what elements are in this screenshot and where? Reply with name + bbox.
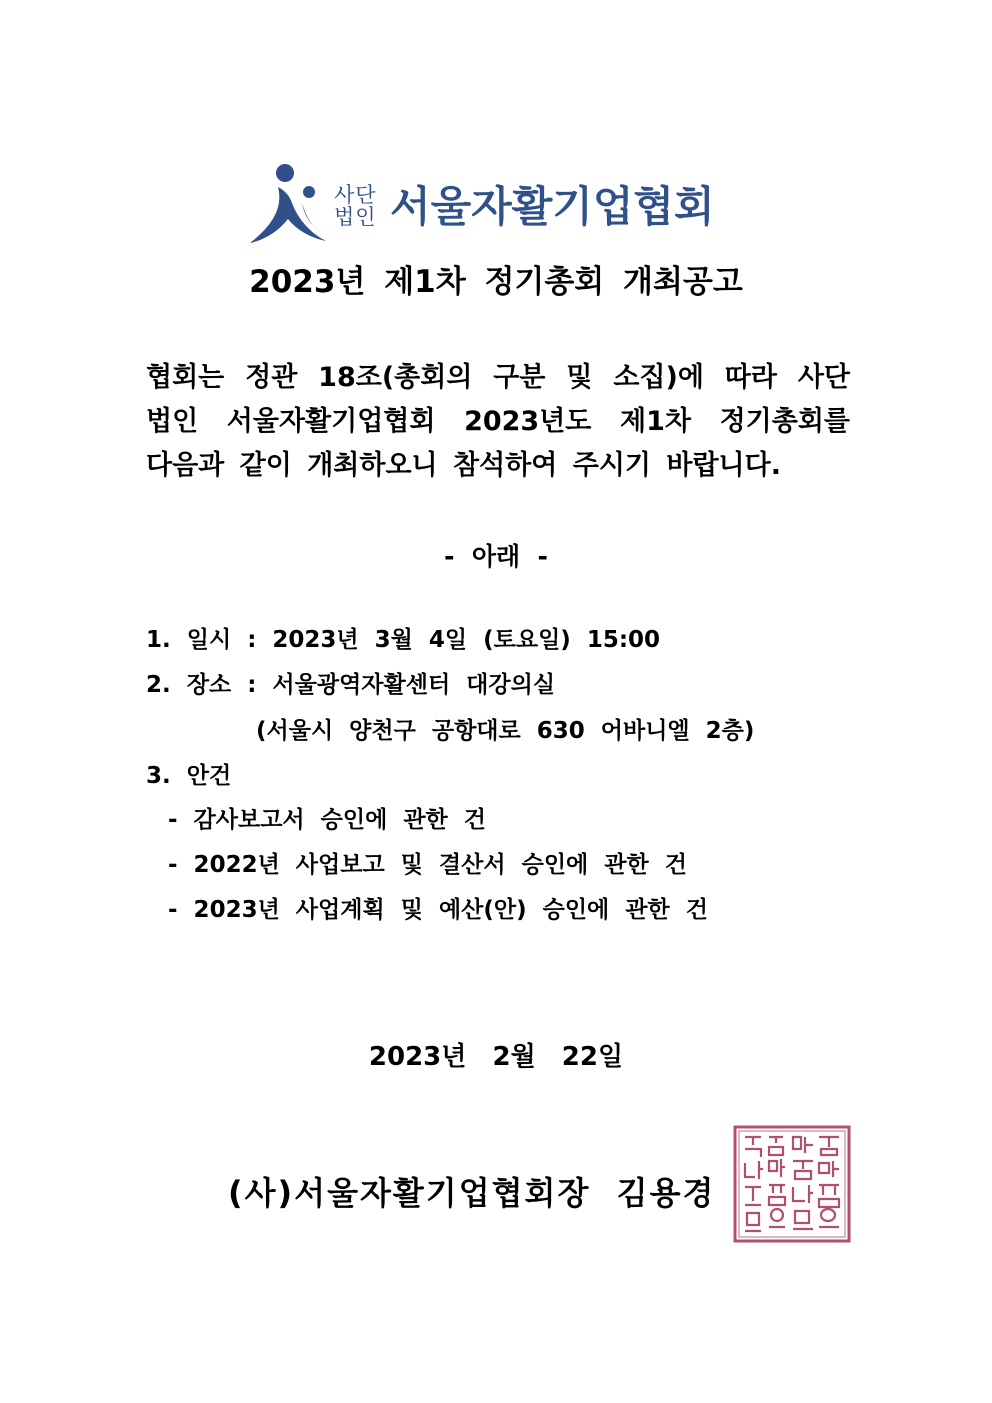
notice-heading: - 아래 - (444, 542, 548, 571)
intro-line-2: 법인 서울자활기업협회 2023년도 제1차 정기총회를 (146, 406, 850, 437)
logo-org-name: 서울자활기업협회 (390, 182, 715, 231)
issue-date: 2023년 2월 22일 (368, 1042, 624, 1072)
logo-small-text-bottom: 법인 (334, 205, 377, 229)
logo-small-text-top: 사단 (334, 183, 377, 207)
page-title: 2023년 제1차 정기총회 개최공고 (249, 264, 743, 300)
item-datetime: 1. 일시 : 2023년 3월 4일 (토요일) 15:00 (146, 627, 661, 653)
item-agenda: 3. 안건 (146, 763, 232, 789)
item-place: 2. 장소 : 서울광역자활센터 대강의실 (146, 672, 556, 698)
logo-mark-icon (248, 163, 334, 247)
agenda-item-2: - 2022년 사업보고 및 결산서 승인에 관한 건 (168, 852, 687, 878)
association-logo (248, 163, 748, 247)
agenda-item-1: - 감사보고서 승인에 관한 건 (168, 807, 487, 833)
official-seal-icon (733, 1125, 851, 1243)
item-address: (서울시 양천구 공항대로 630 어바니엘 2층) (256, 718, 755, 744)
agenda-item-3: - 2023년 사업계획 및 예산(안) 승인에 관한 건 (168, 897, 708, 923)
signature-line: (사)서울자활기업협회장 김용경 (228, 1174, 716, 1212)
intro-line-3: 다음과 같이 개최하오니 참석하여 주시기 바랍니다. (146, 450, 781, 481)
intro-line-1: 협회는 정관 18조(총회의 구분 및 소집)에 따라 사단 (146, 362, 850, 393)
